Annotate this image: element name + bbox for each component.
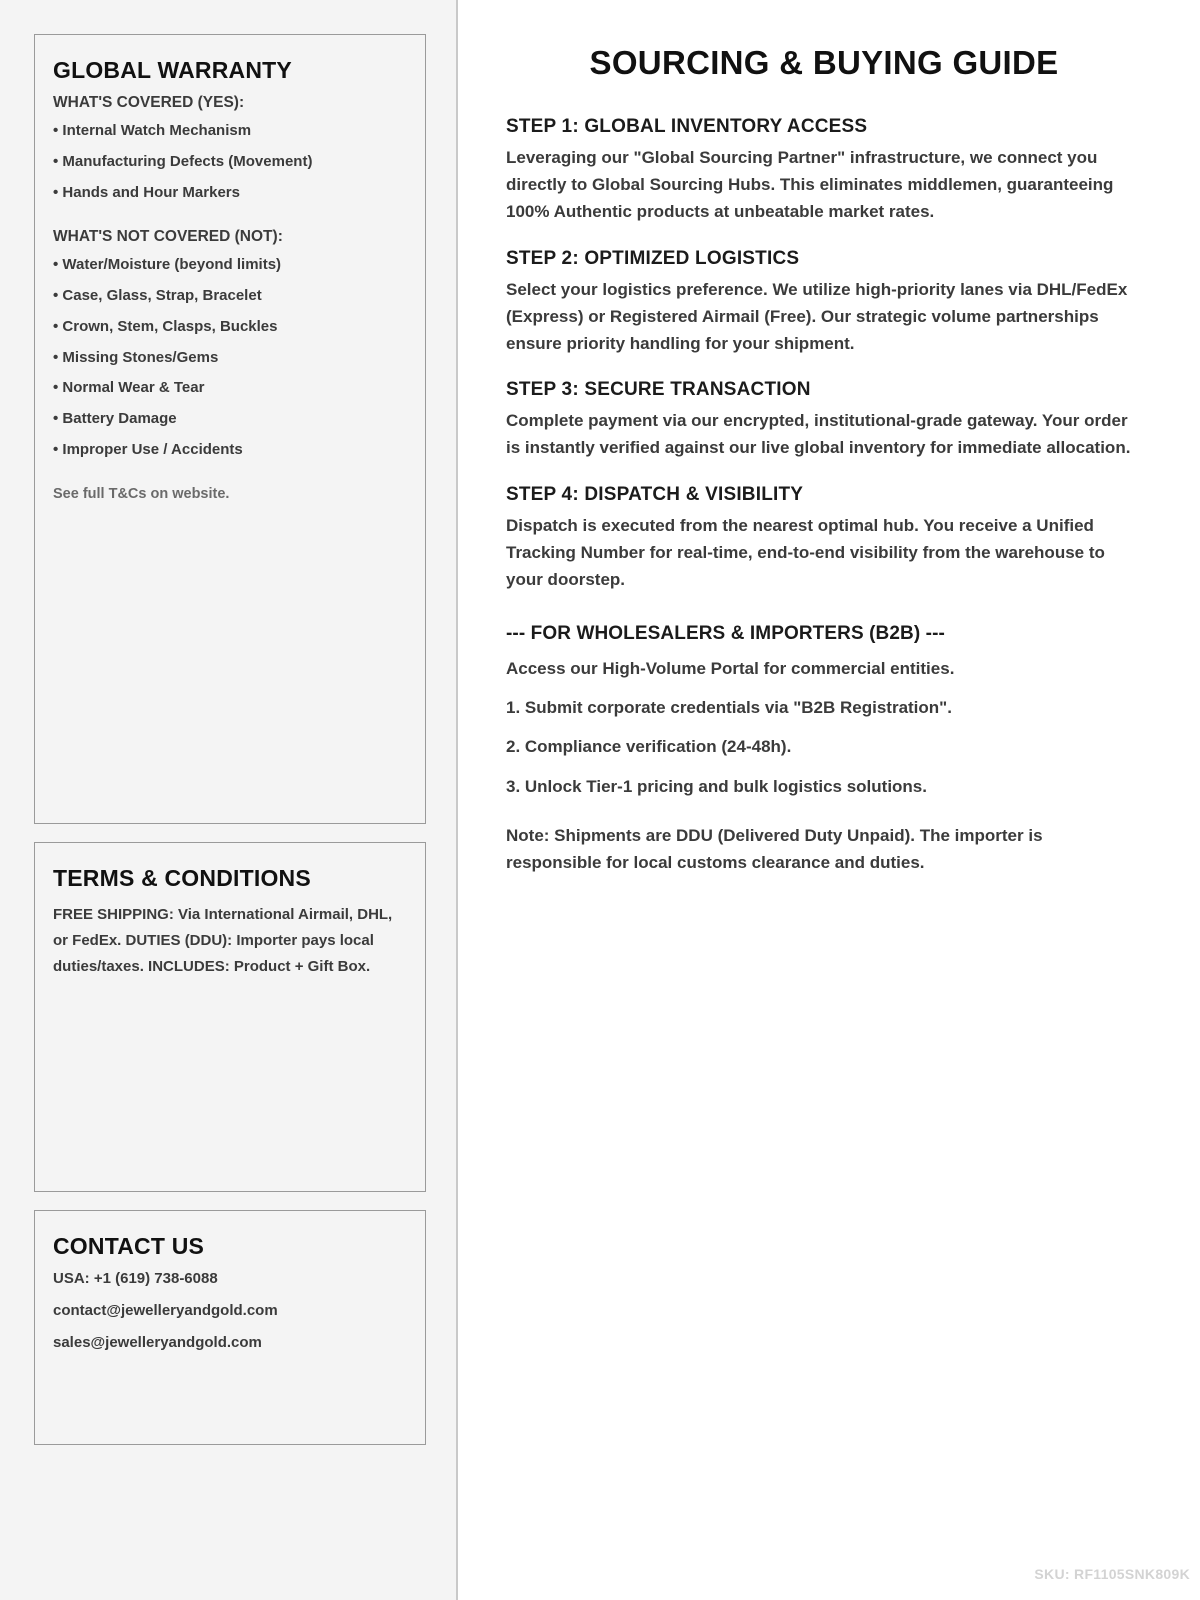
- list-item: • Manufacturing Defects (Movement): [53, 152, 313, 170]
- warranty-footnote: See full T&Cs on website.: [53, 485, 230, 502]
- list-item: • Normal Wear & Tear: [53, 379, 205, 397]
- b2b-line: 1. Submit corporate credentials via "B2B Registration".: [506, 698, 952, 718]
- b2b-line: 2. Compliance verification (24-48h).: [506, 737, 792, 757]
- b2b-note: Note: Shipments are DDU (Delivered Duty Unpaid). The importer is responsible for local customs clearance and duties.: [506, 825, 1043, 872]
- guide-step: [506, 116, 1142, 226]
- guide-step: [506, 379, 1142, 461]
- list-item: • Internal Watch Mechanism: [53, 122, 252, 139]
- step-title: STEP 2: OPTIMIZED LOGISTICS: [506, 247, 800, 269]
- step-title: STEP 4: DISPATCH & VISIBILITY: [506, 483, 804, 505]
- step-title: STEP 1: GLOBAL INVENTORY ACCESS: [506, 116, 868, 137]
- guide-step: [506, 248, 1142, 358]
- warranty-panel: [34, 34, 426, 824]
- list-item: • Hands and Hour Markers: [53, 183, 240, 201]
- step-body: Complete payment via our encrypted, institutional-grade gateway. Your order is instantly verified against our live global inventory for immediate allocation.: [506, 411, 1131, 458]
- terms-body: FREE SHIPPING: Via International Airmail, DHL, or FedEx. DUTIES (DDU): Importer pays local duties/taxes. INCLUDES: Product + Gift Box.: [53, 906, 393, 975]
- terms-title: TERMS & CONDITIONS: [53, 865, 311, 891]
- warranty-title: GLOBAL WARRANTY: [53, 57, 292, 83]
- contact-phone[interactable]: USA: +1 (619) 738-6088: [53, 1270, 218, 1287]
- warranty-not-covered-heading: WHAT'S NOT COVERED (NOT):: [53, 228, 283, 246]
- b2b-section-title: --- FOR WHOLESALERS & IMPORTERS (B2B) ---: [506, 623, 945, 645]
- step-title: STEP 3: SECURE TRANSACTION: [506, 379, 811, 401]
- list-item: • Water/Moisture (beyond limits): [53, 256, 282, 274]
- list-item: • Case, Glass, Strap, Bracelet: [53, 287, 262, 304]
- contact-panel: [34, 1210, 426, 1445]
- terms-panel: [34, 842, 426, 1192]
- step-body: Leveraging our "Global Sourcing Partner" infrastructure, we connect you directly to Global Sourcing Hubs. This eliminates middlemen, guaranteeing 100% Authentic products at unbeatable market rates.: [506, 148, 1114, 222]
- b2b-line: 3. Unlock Tier-1 pricing and bulk logistics solutions.: [506, 776, 927, 796]
- step-body: Dispatch is executed from the nearest optimal hub. You receive a Unified Tracking Number for real-time, end-to-end visibility from the warehouse to your doorstep.: [506, 515, 1105, 589]
- list-item: • Missing Stones/Gems: [53, 348, 219, 366]
- list-item: • Battery Damage: [53, 410, 177, 427]
- page-title: SOURCING & BUYING GUIDE: [589, 44, 1059, 81]
- warranty-covered-heading: WHAT'S COVERED (YES):: [53, 94, 245, 111]
- sku-label: SKU: RF1105SNK809K: [1034, 1566, 1190, 1582]
- left-sidebar: [0, 0, 458, 1600]
- guide-step: [506, 484, 1142, 594]
- contact-title: CONTACT US: [53, 1233, 205, 1259]
- step-body: Select your logistics preference. We utilize high-priority lanes via DHL/FedEx (Express) or Registered Airmail (Free). Our strategic volume partnerships ensure priority handling for your shipment.: [506, 279, 1128, 353]
- list-item: • Crown, Stem, Clasps, Buckles: [53, 317, 278, 335]
- list-item: • Improper Use / Accidents: [53, 440, 243, 458]
- contact-email-secondary[interactable]: sales@jewelleryandgold.com: [53, 1334, 262, 1351]
- contact-email-primary[interactable]: contact@jewelleryandgold.com: [53, 1302, 278, 1319]
- b2b-line: Access our High-Volume Portal for commercial entities.: [506, 659, 955, 679]
- guide-content: [458, 0, 1200, 1600]
